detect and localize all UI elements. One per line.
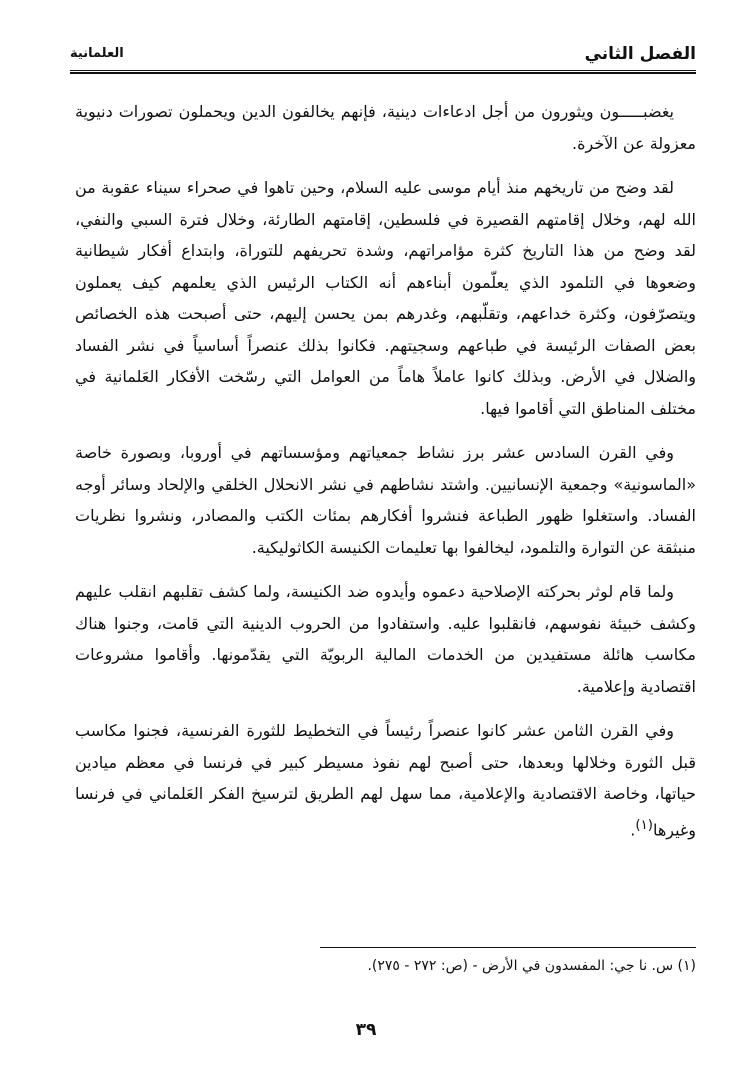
paragraph: وفي القرن السادس عشر برز نشاط جمعياتهم ومؤسساتهم في أوروبا، وبصورة خاصة «الماسونية» وجمعية الإنسانيين. واشتد نشاطهم في نشر الانحلال الخلقي والإلحاد وسائر أوجه الفساد. واستغلوا ظهور الطباعة فنشروا أفكارهم بمئات الكتب والمصادر، ونشروا نظريات منبثقة عن التوارة والتلمود، ليخالفوا بها تعليمات الكنيسة الكاثوليكية.	[75, 443, 696, 557]
paragraph: يغضبـــــون ويثورون من أجل ادعاءات دينية، فإنهم يخالفون الدين ويحملون تصورات دنيوية معزولة عن الآخرة.	[75, 102, 696, 153]
header-rule	[70, 72, 696, 74]
page-number: ٣٩	[355, 1020, 377, 1040]
header-rule-thin	[70, 70, 696, 71]
footnote: (١) س. نا جي: المفسدون في الأرض - (ص: ٢٧٢ - ٢٧٥).	[367, 958, 696, 974]
book-title: العلمانية	[70, 46, 124, 61]
chapter-title: الفصل الثاني	[584, 44, 696, 64]
footnote-separator	[320, 947, 696, 948]
paragraph-end-mark: .	[630, 819, 636, 839]
body-text	[75, 96, 696, 858]
paragraph: ولما قام لوثر بحركته الإصلاحية دعموه وأيدوه ضد الكنيسة، ولما كشف تقلبهم انقلب عليهم وكشف خبيئة نفوسهم، فانقلبوا عليه. واستفادوا من الحروب الدينية التي قامت، وجنوا هناك مكاسب هائلة مستفيدين من الخدمات المالية الربويّة التي يقدّمونها. وأقاموا مشروعات اقتصادية وإعلامية.	[75, 582, 696, 696]
footnote-reference: (١)	[635, 817, 653, 833]
paragraph-last	[75, 715, 696, 845]
paragraph-text: وفي القرن الثامن عشر كانوا عنصراً رئيساً في التخطيط للثورة الفرنسية، فجنوا مكاسب قبل الثورة وخلالها وبعدها، حتى أصبح لهم نفوذ مسيطر كبير في فرنسا في معظم ميادين حياتها، وخاصة الاقتصادية والإعلامية، مما سهل لهم الطريق لترسيخ الفكر العَلماني في فرنسا وغيرها	[75, 721, 696, 839]
paragraph: لقد وضح من تاريخهم منذ أيام موسى عليه السلام، وحين تاهوا في صحراء سيناء عقوبة من الله لهم، وخلال إقامتهم القصيرة في فلسطين، إقامتهم الطارئة، وخلال فترة السبي والنفي، لقد وضح من هذا التاريخ كثرة مؤامراتهم، وشدة تحريفهم للتوراة، وابتداع أفكار شيطانية وضعوها في التلمود الذي يعلّمون أبناءهم أنه الكتاب الرئيس الذي يعلمهم كيف يعملون ويتصرّفون، وكثرة خداعهم، وتقلّبهم، وغدرهم بمن يحسن إليهم، حتى أصبحت هذه الخصائص بعض الصفات الرئيسة في طباعهم وسجيتهم. فكانوا بذلك عنصراً أساسياً في نشر الفساد والضلال في الأرض. وبذلك كانوا عاملاً هاماً من العوامل التي رسّخت الأفكار العَلمانية في مختلف المناطق التي أقاموا فيها.	[75, 178, 696, 418]
running-header	[70, 40, 696, 74]
